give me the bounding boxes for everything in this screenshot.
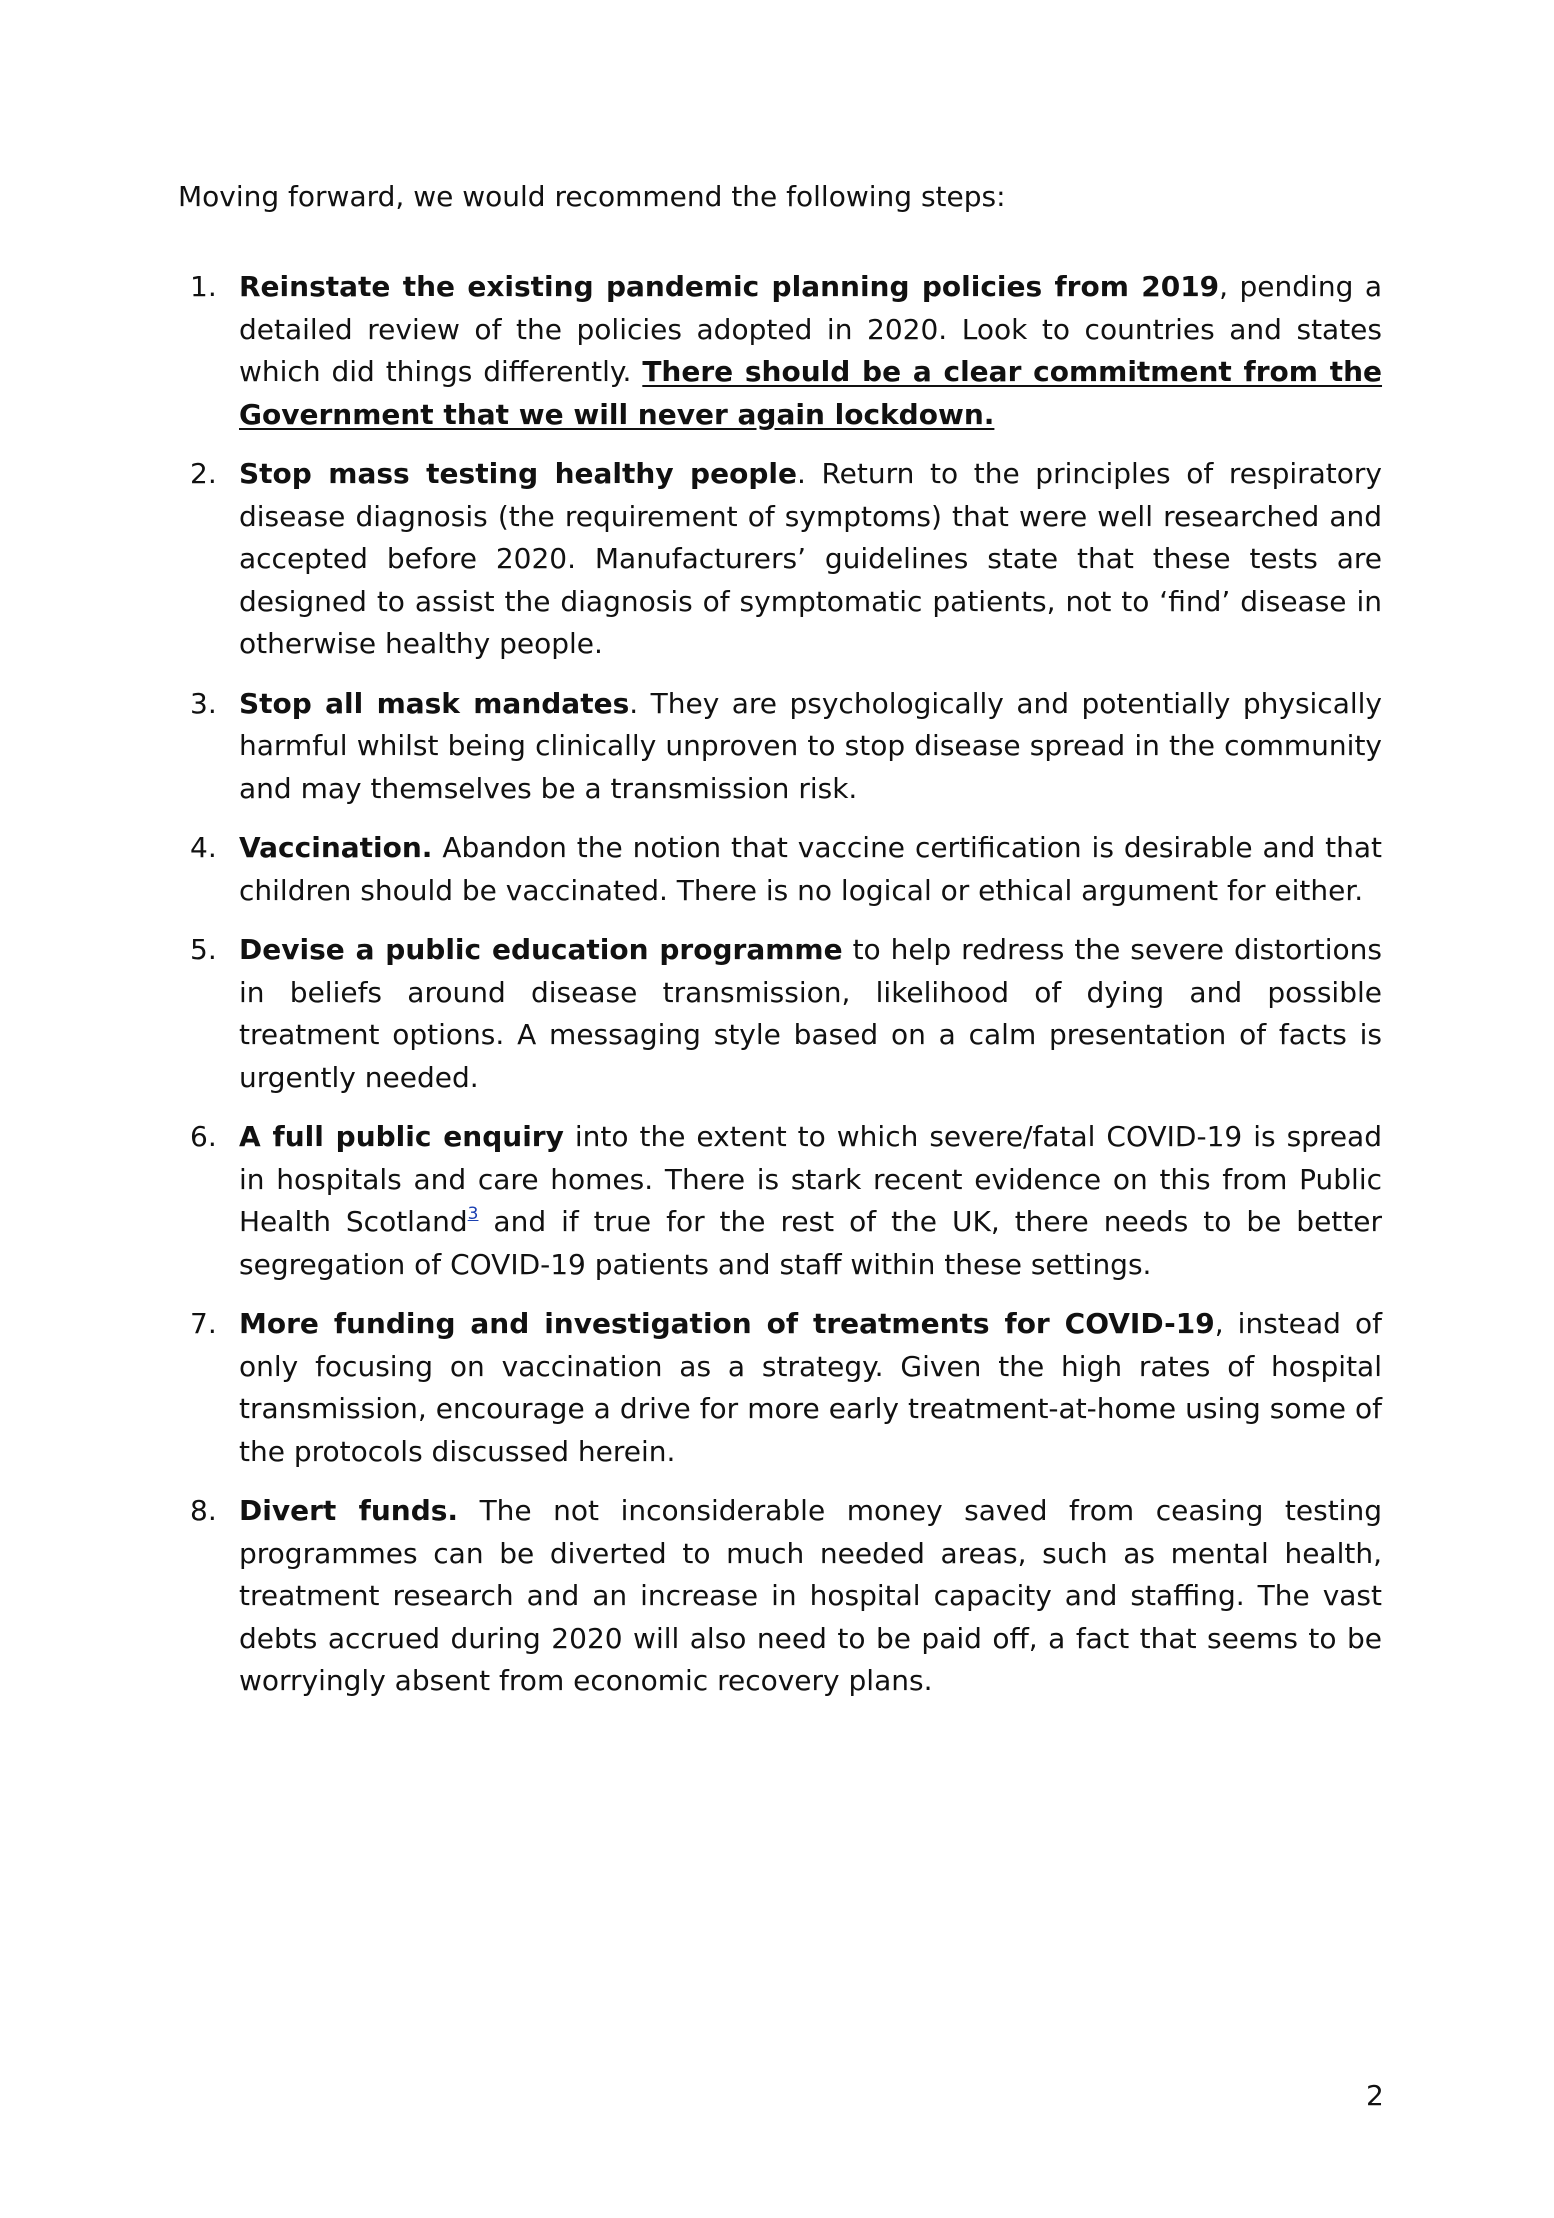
item-lead: Reinstate the existing pandemic planning policies from 2019 xyxy=(239,270,1220,303)
item-lead: Divert funds. xyxy=(239,1494,459,1527)
intro-text: Moving forward, we would recommend the following steps: xyxy=(178,180,1006,213)
item-lead: Vaccination. xyxy=(239,831,433,864)
list-item xyxy=(178,929,1382,1099)
item-number: 7. xyxy=(190,1307,217,1340)
item-text: to help redress the severe distortions in beliefs around disease transmission, likelihood of dying and possible treatment options. A messaging style based on a calm presentation of facts is urgently needed. xyxy=(239,933,1382,1094)
item-number: 6. xyxy=(190,1120,217,1153)
item-number: 8. xyxy=(190,1494,217,1527)
item-number: 5. xyxy=(190,933,217,966)
footnote-link[interactable]: 3 xyxy=(467,1204,479,1224)
list-item xyxy=(178,453,1382,666)
page-number: 2 xyxy=(1366,2079,1384,2112)
item-text: The not inconsiderable money saved from ceasing testing programmes can be diverted to much needed areas, such as mental health, treatment research and an increase in hospital capacity and staffing. The vast debts accrued during 2020 will also need to be paid off, a fact that seems to be worryingly absent from economic recovery plans. xyxy=(239,1494,1382,1697)
list-item xyxy=(178,1490,1382,1703)
item-text: , pending a detailed review of the policies adopted in 2020. Look to countries and states which did things differently. xyxy=(239,270,1382,388)
item-lead: More funding and investigation of treatments for COVID-19 xyxy=(239,1307,1215,1340)
item-number: 2. xyxy=(190,457,217,490)
item-text: . Return to the principles of respiratory disease diagnosis (the requirement of symptoms) that were well researched and accepted before 2020. Manufacturers’ guidelines state that these tests are designed to assist the diagnosis of symptomatic patients, not to ‘find’ disease in otherwise healthy people. xyxy=(239,457,1382,660)
list-item xyxy=(178,683,1382,811)
item-text: into the extent to which severe/fatal COVID-19 is spread in hospitals and care homes. There is stark recent evidence on this from Public Health Scotland xyxy=(239,1120,1382,1238)
item-text-continued: and if true for the rest of the UK, there needs to be better segregation of COVID-19 patients and staff within these settings. xyxy=(239,1205,1382,1281)
item-text: . They are psychologically and potentially physically harmful whilst being clinically unproven to stop disease spread in the community and may themselves be a transmission risk. xyxy=(239,686,1382,805)
item-number: 1. xyxy=(190,270,217,303)
item-emphasis: There should be a clear commitment from the Government that we will never again lockdown. xyxy=(239,355,1383,431)
list-item xyxy=(178,1116,1382,1286)
list-item xyxy=(178,1303,1382,1473)
item-lead: Stop all mask mandates xyxy=(239,686,630,720)
item-number: 4. xyxy=(190,831,217,864)
list-item xyxy=(178,266,1382,436)
recommendation-list xyxy=(178,266,1382,1720)
item-lead: Devise a public education programme xyxy=(239,933,843,966)
item-lead: Stop mass testing healthy people xyxy=(239,457,797,490)
item-lead: A full public enquiry xyxy=(239,1120,564,1153)
item-text: , instead of only focusing on vaccination as a strategy. Given the high rates of hospital transmission, encourage a drive for more early treatment-at-home using some of the protocols discussed herein. xyxy=(239,1307,1382,1468)
item-number: 3. xyxy=(190,686,217,720)
item-text: Abandon the notion that vaccine certification is desirable and that children should be vaccinated. There is no logical or ethical argument for either. xyxy=(239,831,1382,907)
list-item xyxy=(178,827,1382,912)
